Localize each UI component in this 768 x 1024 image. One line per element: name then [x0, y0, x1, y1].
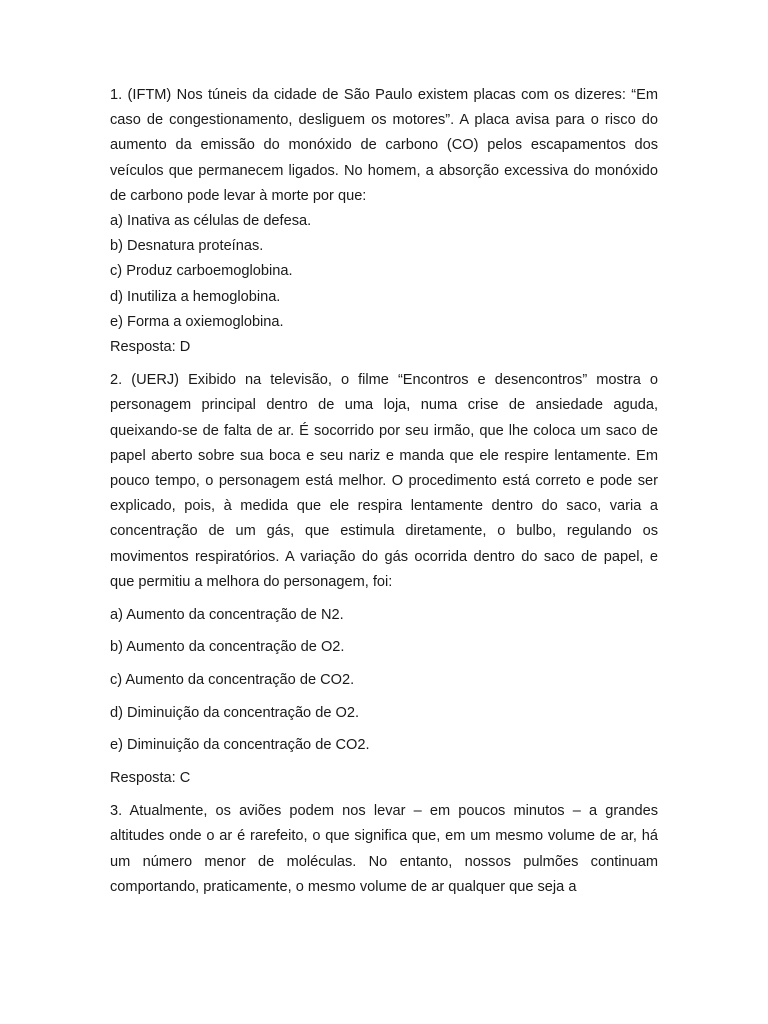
question-1-option-a: a) Inativa as células de defesa. [110, 213, 312, 230]
question-1 [110, 83, 658, 360]
question-2-option-b: b) Aumento da concentração de O2. [110, 639, 345, 656]
question-2 [110, 368, 658, 791]
question-2-answer: Resposta: C [110, 770, 191, 787]
question-1-option-d: d) Inutiliza a hemoglobina. [110, 288, 281, 305]
question-2-option-a: a) Aumento da concentração de N2. [110, 606, 344, 623]
question-3-stem: 3. Atualmente, os aviões podem nos levar – em poucos minutos – a grandes altitudes onde o ar é rarefeito, o que significa que, em um mesmo volume de ar, há um número menor de moléculas. No entanto, nossos pulmões continuam comportando, praticamente, o mesmo volume de ar qualquer que seja a [110, 803, 658, 895]
document-page [110, 83, 658, 908]
question-1-stem: 1. (IFTM) Nos túneis da cidade de São Paulo existem placas com os dizeres: “Em caso de congestionamento, desliguem os motores”. A placa avisa para o risco do aumento da emissão do monóxido de carbono (CO) pelos escapamentos dos veículos que permanecem ligados. No homem, a absorção excessiva do monóxido de carbono pode levar à morte por que: [110, 87, 658, 204]
question-2-option-c: c) Aumento da concentração de CO2. [110, 671, 355, 688]
question-1-answer: Resposta: D [110, 339, 191, 356]
question-1-option-c: c) Produz carboemoglobina. [110, 263, 293, 280]
question-2-option-e: e) Diminuição da concentração de CO2. [110, 737, 370, 754]
question-3 [110, 799, 658, 900]
question-1-option-b: b) Desnatura proteínas. [110, 238, 264, 255]
question-2-option-d: d) Diminuição da concentração de O2. [110, 704, 360, 721]
question-1-option-e: e) Forma a oxiemoglobina. [110, 313, 284, 330]
question-2-stem: 2. (UERJ) Exibido na televisão, o filme “Encontros e desencontros” mostra o personagem principal dentro de uma loja, numa crise de ansiedade aguda, queixando-se de falta de ar. É socorrido por seu irmão, que lhe coloca um saco de papel aberto sobre sua boca e seu nariz e manda que ele respire lentamente. Em pouco tempo, o personagem está melhor. O procedimento está correto e pode ser explicado, pois, à medida que ele respira lentamente dentro do saco, varia a concentração de um gás, que estimula diretamente, o bulbo, regulando os movimentos respiratórios. A variação do gás ocorrida dentro do saco de papel, e que permitiu a melhora do personagem, foi: [110, 372, 658, 590]
